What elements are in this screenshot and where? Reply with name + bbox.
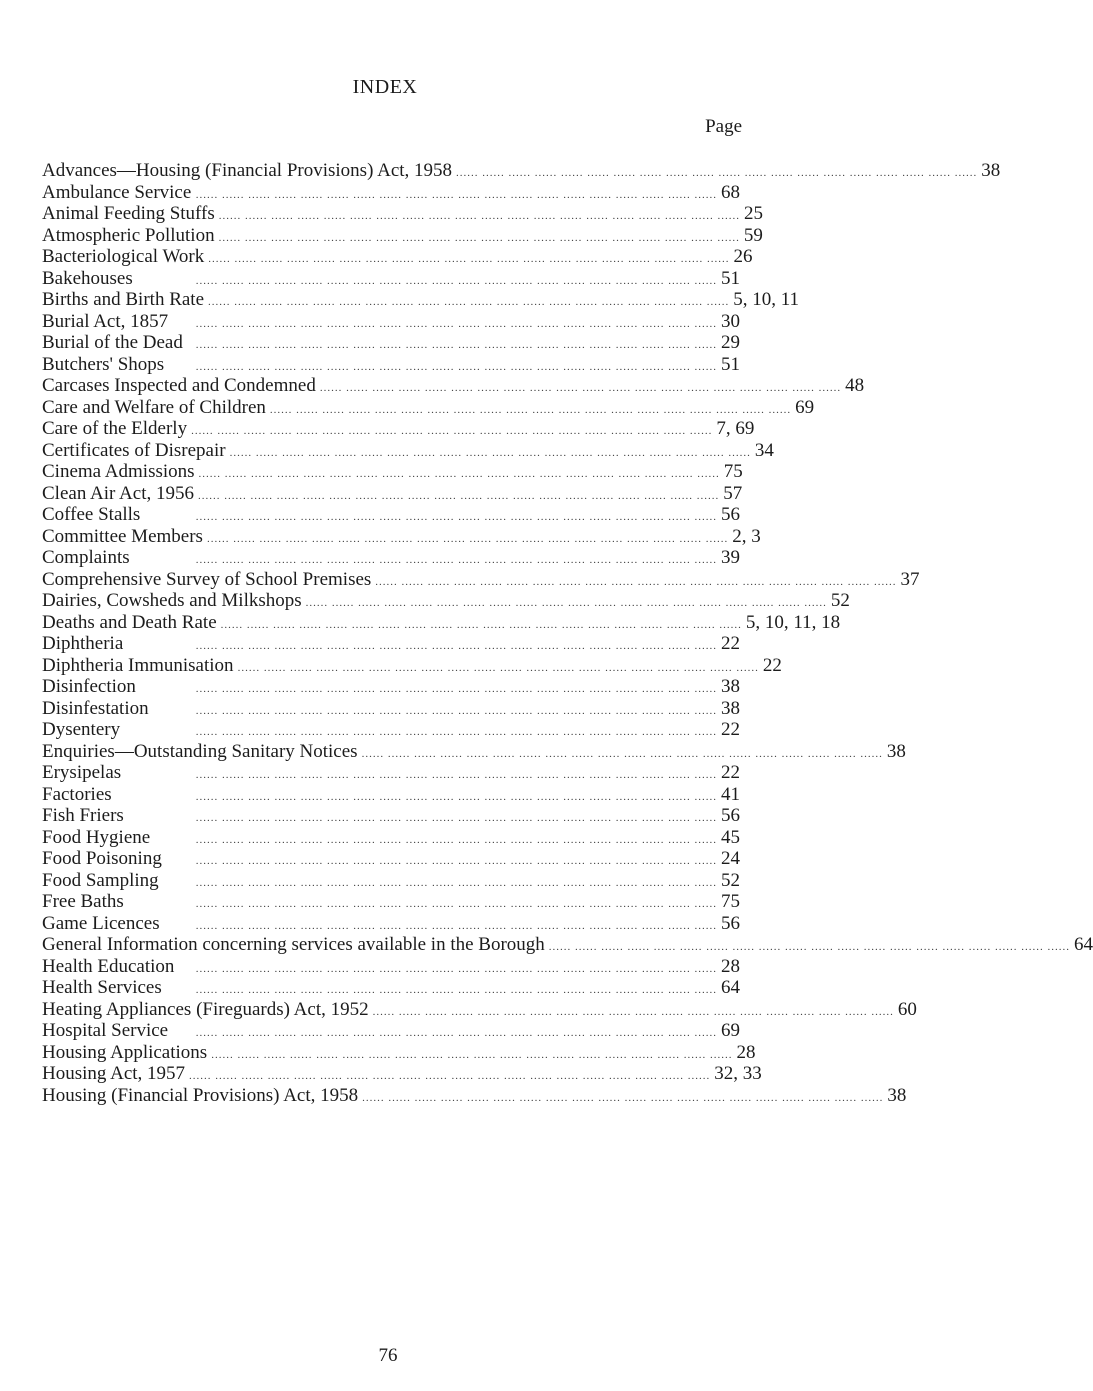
dot-leader: ...... ...... ...... ...... ...... ...... ...... ...... ...... ...... ...... ...... ...... ...... ...... ...... ...... ...... ...... ......	[195, 984, 717, 996]
index-entry-pages: 64	[1074, 934, 1093, 955]
index-entry-label: Food Hygiene	[42, 826, 151, 848]
index-entry	[42, 1084, 907, 1107]
index-entry-label: Care of the Elderly	[42, 418, 188, 439]
index-entry	[42, 547, 740, 569]
index-entry	[42, 160, 1001, 182]
index-entry	[42, 611, 841, 634]
page-number: 76	[378, 1345, 398, 1366]
index-entry-pages: 28	[736, 1041, 756, 1063]
index-entry-label: Disinfestation	[42, 697, 149, 719]
dot-leader: ...... ...... ...... ...... ...... ...... ...... ...... ...... ...... ...... ...... ...... ...... ...... ...... ...... ...... ...... ......	[195, 769, 717, 781]
index-entry-label: Erysipelas	[42, 762, 122, 783]
index-entry	[42, 268, 740, 290]
dot-leader: ...... ...... ...... ...... ...... ...... ...... ...... ...... ...... ...... ...... ...... ...... ...... ...... ...... ...... ...... ......	[195, 812, 717, 824]
index-entry	[42, 354, 740, 376]
dot-leader: ...... ...... ...... ...... ...... ...... ...... ...... ...... ...... ...... ...... ...... ...... ...... ...... ...... ...... ...... ......	[195, 962, 717, 975]
index-entry	[42, 590, 850, 612]
index-entry-label: Butchers' Shops	[42, 353, 165, 375]
dot-leader: ...... ...... ...... ...... ...... ...... ...... ...... ...... ...... ...... ...... ...... ...... ...... ...... ...... ...... ...... ......	[361, 747, 883, 760]
index-entry-pages: 25	[744, 203, 764, 224]
index-entry-pages: 22	[721, 633, 740, 654]
index-entry-label: Clean Air Act, 1956	[42, 482, 194, 504]
index-entry-pages: 39	[721, 547, 740, 568]
dot-leader: ...... ...... ...... ...... ...... ...... ...... ...... ...... ...... ...... ...... ...... ...... ...... ...... ...... ...... ...... ......	[195, 317, 717, 330]
dot-leader: ...... ...... ...... ...... ...... ...... ...... ...... ...... ...... ...... ...... ...... ...... ...... ...... ...... ...... ...... ......	[229, 446, 751, 459]
index-entry	[42, 246, 753, 268]
dot-leader: ...... ...... ...... ...... ...... ...... ...... ...... ...... ...... ...... ...... ...... ...... ...... ...... ...... ...... ...... ......	[305, 597, 827, 609]
dot-leader: ...... ...... ...... ...... ...... ...... ...... ...... ...... ...... ...... ...... ...... ...... ...... ...... ...... ...... ...... ......	[237, 661, 759, 674]
index-entry-label: Dysentery	[42, 719, 121, 740]
index-entry-label: Complaints	[42, 547, 130, 568]
index-entry-pages: 5, 10, 11	[733, 289, 800, 310]
dot-leader: ...... ...... ...... ...... ...... ...... ...... ...... ...... ...... ...... ...... ...... ...... ...... ...... ...... ...... ...... ......	[195, 833, 717, 846]
index-entry-pages: 52	[830, 590, 850, 611]
index-entry-label: Ambulance Service	[42, 181, 192, 203]
index-entry-pages: 51	[721, 267, 740, 289]
dot-leader: ...... ...... ...... ...... ...... ...... ...... ...... ...... ...... ...... ...... ...... ...... ...... ...... ...... ...... ...... ......	[189, 1070, 711, 1082]
index-entry-pages: 51	[721, 353, 740, 375]
index-entry	[42, 224, 763, 247]
dot-leader: ...... ...... ...... ...... ...... ...... ...... ...... ...... ...... ...... ...... ...... ...... ...... ...... ...... ...... ...... ......	[195, 683, 717, 695]
index-entry-label: Game Licences	[42, 912, 160, 934]
index-entry	[42, 332, 740, 354]
index-entry-label: Diphtheria Immunisation	[42, 654, 234, 676]
dot-leader: ...... ...... ...... ...... ...... ...... ...... ...... ...... ...... ...... ...... ...... ...... ...... ...... ...... ...... ...... ......	[220, 618, 742, 631]
dot-leader: ...... ...... ...... ...... ...... ...... ...... ...... ...... ...... ...... ...... ...... ...... ...... ...... ...... ...... ...... ......	[456, 167, 978, 179]
dot-leader: ...... ...... ...... ...... ...... ...... ...... ...... ...... ...... ...... ...... ...... ...... ...... ...... ...... ...... ...... ......	[319, 382, 842, 394]
dot-leader: ...... ...... ...... ...... ...... ...... ...... ...... ...... ...... ...... ...... ...... ...... ...... ...... ...... ...... ...... ......	[206, 532, 729, 545]
index-entry-pages: 69	[795, 396, 815, 418]
dot-leader: ...... ...... ...... ...... ...... ...... ...... ...... ...... ...... ...... ...... ...... ...... ...... ...... ...... ...... ...... ......	[372, 1005, 894, 1018]
index-entry	[42, 934, 1093, 956]
index-entry-pages: 38	[886, 740, 906, 762]
index-title: INDEX	[352, 76, 418, 98]
index-entry-pages: 41	[721, 783, 740, 805]
index-entry-label: Food Sampling	[42, 869, 159, 891]
index-entry-pages: 22	[721, 719, 740, 740]
index-entry-pages: 56	[721, 504, 740, 525]
index-entry-label: Atmospheric Pollution	[42, 224, 215, 246]
index-entry	[42, 461, 743, 483]
index-entry-label: Disinfection	[42, 676, 136, 697]
dot-leader: ...... ...... ...... ...... ...... ...... ...... ...... ...... ...... ...... ...... ...... ...... ...... ...... ...... ...... ...... ......	[218, 210, 741, 222]
index-entry-pages: 64	[721, 977, 740, 998]
index-entry	[42, 676, 740, 698]
index-entry-pages: 30	[721, 310, 740, 332]
index-entry-label: Bacteriological Work	[42, 246, 205, 267]
dot-leader: ...... ...... ...... ...... ...... ...... ...... ...... ...... ...... ...... ...... ...... ...... ...... ...... ...... ...... ...... ......	[195, 726, 717, 738]
dot-leader: ...... ...... ...... ...... ...... ...... ...... ...... ...... ...... ...... ...... ...... ...... ...... ...... ...... ...... ...... ......	[208, 296, 730, 308]
dot-leader: ...... ...... ...... ...... ...... ...... ...... ...... ...... ...... ...... ...... ...... ...... ...... ...... ...... ...... ...... ......	[195, 360, 717, 373]
index-entry-label: Coffee Stalls	[42, 504, 141, 525]
index-entry-pages: 45	[721, 826, 740, 848]
index-entry	[42, 182, 740, 204]
index-entry	[42, 375, 865, 397]
index-entries	[42, 160, 1093, 1106]
index-entry-pages: 69	[721, 1020, 740, 1041]
index-entry-label: Births and Birth Rate	[42, 289, 205, 310]
index-entry	[42, 740, 906, 763]
index-entry-label: Care and Welfare of Children	[42, 396, 266, 418]
index-entry-label: General Information concerning services available in the Borough	[42, 934, 545, 955]
index-entry	[42, 482, 743, 505]
index-entry	[42, 977, 740, 999]
index-entry-label: Free Baths	[42, 891, 124, 912]
index-entry-pages: 26	[733, 246, 753, 267]
index-entry-pages: 57	[723, 482, 743, 504]
index-entry-pages: 75	[723, 461, 743, 482]
index-entry-label: Advances—Housing (Financial Provisions) Act, 1958	[42, 160, 453, 181]
page-column-header: Page	[705, 116, 742, 137]
index-entry-label: Diphtheria	[42, 633, 124, 654]
index-entry-pages: 52	[721, 869, 740, 891]
index-entry-label: Dairies, Cowsheds and Milkshops	[42, 590, 302, 611]
index-entry-label: Hospital Service	[42, 1020, 169, 1041]
dot-leader: ...... ...... ...... ...... ...... ...... ...... ...... ...... ...... ...... ...... ...... ...... ...... ...... ...... ...... ...... ......	[195, 640, 717, 652]
dot-leader: ...... ...... ...... ...... ...... ...... ...... ...... ...... ...... ...... ...... ...... ...... ...... ...... ...... ...... ...... ......	[195, 511, 717, 523]
dot-leader: ...... ...... ...... ...... ...... ...... ...... ...... ...... ...... ...... ...... ...... ...... ...... ...... ...... ...... ...... ......	[195, 790, 717, 803]
index-entry	[42, 870, 740, 892]
dot-leader: ...... ...... ...... ...... ...... ...... ...... ...... ...... ...... ...... ...... ...... ...... ...... ...... ...... ...... ...... ......	[198, 468, 720, 480]
index-entry-pages: 38	[887, 1084, 907, 1106]
dot-leader: ...... ...... ...... ...... ...... ...... ...... ...... ...... ...... ...... ...... ...... ...... ...... ...... ...... ...... ...... ......	[195, 898, 717, 910]
index-entry-label: Factories	[42, 783, 112, 805]
index-entry-label: Cinema Admissions	[42, 461, 195, 482]
index-entry-label: Burial of the Dead	[42, 332, 183, 353]
index-entry-label: Housing (Financial Provisions) Act, 1958	[42, 1084, 359, 1106]
index-entry	[42, 1020, 740, 1042]
index-entry	[42, 998, 917, 1021]
index-entry	[42, 913, 740, 935]
index-entry-label: Housing Act, 1957	[42, 1063, 186, 1084]
index-entry-label: Deaths and Death Rate	[42, 611, 217, 633]
dot-leader: ...... ...... ...... ...... ...... ...... ...... ...... ...... ...... ...... ...... ...... ...... ...... ...... ...... ...... ...... ......	[195, 919, 717, 932]
index-entry-label: Heating Appliances (Fireguards) Act, 1952	[42, 998, 369, 1020]
dot-leader: ...... ...... ...... ...... ...... ...... ...... ...... ...... ...... ...... ...... ...... ...... ...... ...... ...... ...... ...... ......	[195, 1027, 717, 1039]
index-entry	[42, 956, 740, 978]
index-entry	[42, 525, 761, 548]
index-entry	[42, 504, 740, 526]
index-entry-pages: 75	[721, 891, 740, 912]
index-entry-pages: 29	[721, 332, 740, 353]
dot-leader: ...... ...... ...... ...... ...... ...... ...... ...... ...... ...... ...... ...... ...... ...... ...... ...... ...... ...... ...... ......	[218, 231, 740, 244]
index-entry-pages: 34	[754, 439, 774, 461]
index-entry-pages: 2, 3	[732, 525, 761, 547]
index-entry-pages: 48	[845, 375, 865, 396]
index-entry-label: Food Poisoning	[42, 848, 162, 869]
dot-leader: ...... ...... ...... ...... ...... ...... ...... ...... ...... ...... ...... ...... ...... ...... ...... ...... ...... ...... ...... ......	[375, 575, 897, 588]
index-entry-label: Health Education	[42, 955, 175, 977]
index-entry-label: Comprehensive Survey of School Premises	[42, 568, 372, 590]
dot-leader: ...... ...... ...... ...... ...... ...... ...... ...... ...... ...... ...... ...... ...... ...... ...... ...... ...... ...... ...... ......	[195, 339, 717, 351]
index-entry	[42, 762, 740, 784]
index-entry-label: Animal Feeding Stuffs	[42, 203, 215, 224]
index-entry	[42, 784, 740, 806]
index-entry-pages: 32, 33	[714, 1063, 762, 1084]
index-entry	[42, 891, 740, 913]
index-entry	[42, 568, 920, 591]
index-entry-pages: 38	[721, 697, 740, 719]
dot-leader: ...... ...... ...... ...... ...... ...... ...... ...... ...... ...... ...... ...... ...... ...... ...... ...... ...... ...... ...... ......	[195, 876, 717, 889]
index-entry-label: Carcases Inspected and Condemned	[42, 375, 316, 396]
index-entry	[42, 698, 740, 720]
index-entry	[42, 1041, 756, 1064]
index-entry-pages: 38	[981, 160, 1001, 181]
index-entry	[42, 396, 815, 419]
index-entry-pages: 60	[897, 998, 917, 1020]
index-entry-pages: 37	[900, 568, 920, 590]
index-entry-label: Burial Act, 1857	[42, 310, 169, 332]
index-entry	[42, 418, 755, 440]
index-entry-pages: 7, 69	[716, 418, 755, 439]
index-entry-label: Certificates of Disrepair	[42, 439, 226, 461]
index-entry-label: Enquiries—Outstanding Sanitary Notices	[42, 740, 358, 762]
dot-leader: ...... ...... ...... ...... ...... ...... ...... ...... ...... ...... ...... ...... ...... ...... ...... ...... ...... ...... ...... ......	[195, 188, 717, 201]
index-entry	[42, 805, 740, 827]
dot-leader: ...... ...... ...... ...... ...... ...... ...... ...... ...... ...... ...... ...... ...... ...... ...... ...... ...... ...... ...... ......	[191, 425, 713, 437]
index-entry-pages: 5, 10, 11, 18	[745, 611, 841, 633]
index-entry-pages: 24	[721, 848, 740, 869]
dot-leader: ...... ...... ...... ...... ...... ...... ...... ...... ...... ...... ...... ...... ...... ...... ...... ...... ...... ...... ...... ......	[211, 1048, 733, 1061]
index-entry-pages: 56	[721, 912, 740, 934]
dot-leader: ...... ...... ...... ...... ...... ...... ...... ...... ...... ...... ...... ...... ...... ...... ...... ...... ...... ...... ...... ......	[197, 489, 720, 502]
index-entry-label: Committee Members	[42, 525, 203, 547]
dot-leader: ...... ...... ...... ...... ...... ...... ...... ...... ...... ...... ...... ...... ...... ...... ...... ...... ...... ...... ...... ......	[195, 855, 717, 867]
index-entry-pages: 22	[721, 762, 740, 783]
index-entry-label: Fish Friers	[42, 805, 124, 826]
dot-leader: ...... ...... ...... ...... ...... ...... ...... ...... ...... ...... ...... ...... ...... ...... ...... ...... ...... ...... ...... ......	[195, 704, 717, 717]
index-entry-pages: 68	[721, 181, 740, 203]
dot-leader: ...... ...... ...... ...... ...... ...... ...... ...... ...... ...... ...... ...... ...... ...... ...... ...... ...... ...... ...... ......	[195, 554, 717, 566]
dot-leader: ...... ...... ...... ...... ...... ...... ...... ...... ...... ...... ...... ...... ...... ...... ...... ...... ...... ...... ...... ......	[362, 1091, 884, 1104]
index-entry	[42, 654, 782, 677]
dot-leader: ...... ...... ...... ...... ...... ...... ...... ...... ...... ...... ...... ...... ...... ...... ...... ...... ...... ...... ...... ......	[195, 274, 717, 287]
index-entry	[42, 311, 740, 333]
index-entry-label: Health Services	[42, 977, 162, 998]
index-entry	[42, 848, 740, 870]
index-entry	[42, 827, 740, 849]
index-entry	[42, 1063, 762, 1085]
index-entry-pages: 38	[721, 676, 740, 697]
index-entry-pages: 22	[762, 654, 782, 676]
index-entry-pages: 56	[721, 805, 740, 826]
index-entry	[42, 633, 740, 655]
index-entry-pages: 28	[721, 955, 740, 977]
index-entry	[42, 719, 740, 741]
dot-leader: ...... ...... ...... ...... ...... ...... ...... ...... ...... ...... ...... ...... ...... ...... ...... ...... ...... ...... ...... ......	[269, 403, 792, 416]
index-entry-pages: 59	[743, 224, 763, 246]
index-entry-label: Bakehouses	[42, 267, 133, 289]
index-entry	[42, 203, 764, 225]
index-entry-label: Housing Applications	[42, 1041, 208, 1063]
index-entry	[42, 439, 774, 462]
dot-leader: ...... ...... ...... ...... ...... ...... ...... ...... ...... ...... ...... ...... ...... ...... ...... ...... ...... ...... ...... ......	[208, 253, 730, 265]
index-entry	[42, 289, 800, 311]
dot-leader: ...... ...... ...... ...... ...... ...... ...... ...... ...... ...... ...... ...... ...... ...... ...... ...... ...... ...... ...... ......	[548, 941, 1071, 953]
